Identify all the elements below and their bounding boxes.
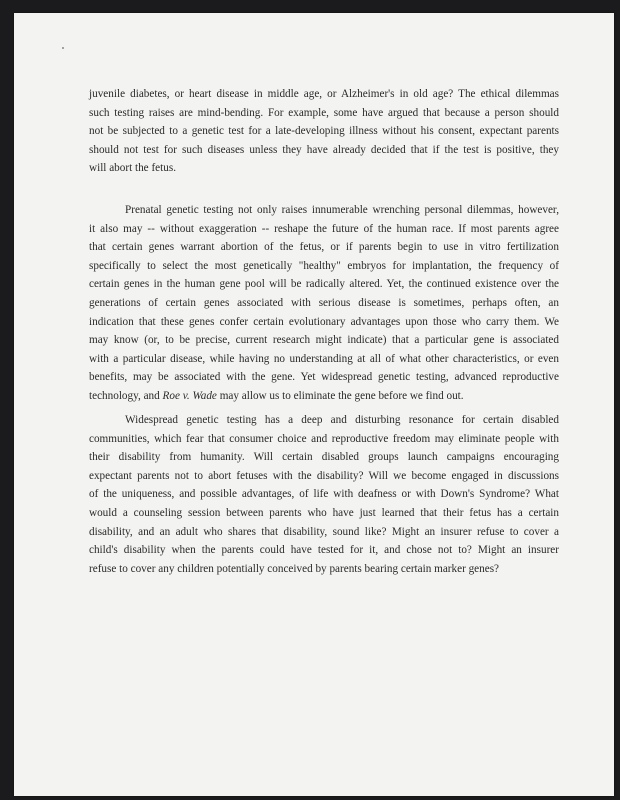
text-line: refuse to cover any children potentially conceived by parents bearing certain marker genes? [89,562,500,575]
text-line: not be subjected to a genetic test for a late-developing illness without his consent, expectant parents [89,125,559,138]
text-line: of the uniqueness, and possible advantages, of life with deafness or with Down's Syndrome? What [89,488,559,501]
text-line: may know (or, to be precise, current research might indicate) that a particular gene is associated [89,334,559,347]
text-line: child's disability when the parents could have tested for it, and chose not to? Might an insurer [89,544,559,557]
text-line: that certain genes warrant abortion of the fetus, or if parents begin to use in vitro fertilization [89,241,559,254]
text-line: benefits, may be associated with the gene. Yet widespread genetic testing, advanced reproductive [89,371,559,384]
text-line: their disability from humanity. Will certain disabled groups launch campaigns encouraging [89,451,559,464]
text-line: with a particular disease, while having no understanding at all of what other characteristics, or even [89,352,559,365]
text-line: specifically to select the most genetically "healthy" embryos for implantation, the frequency of [89,259,559,272]
text-line: generations of certain genes associated with serious disease is sometimes, perhaps often, an [89,296,559,309]
document-page [14,13,614,796]
text-line: Prenatal genetic testing not only raises innumerable wrenching personal dilemmas, however, [125,204,559,216]
text-line: it also may -- without exaggeration -- reshape the future of the human race. If most parents agree [89,222,559,235]
text-line: such testing raises are mind-bending. For example, some have argued that because a person should [89,106,559,119]
text-line: Widespread genetic testing has a deep and disturbing resonance for certain disabled [125,414,559,426]
text-line: expectant parents not to abort fetuses with the disability? Will we become engaged in discussions [89,469,559,482]
text-line: disability, and an adult who shares that disability, sound like? Might an insurer refuse to cover a [89,525,559,538]
text-run: technology, and [89,389,163,402]
text-line: juvenile diabetes, or heart disease in middle age, or Alzheimer's in old age? The ethical dilemmas [89,88,559,100]
paragraph-3 [89,411,559,578]
text-line: communities, which fear that consumer choice and reproductive freedom may eliminate people with [89,432,559,445]
text-line: will abort the fetus. [89,162,176,175]
paragraph-2 [89,201,559,406]
text-line: indication that these genes confer certain evolutionary advantages upon those who carry them. We [89,315,559,328]
text-run: may allow us to eliminate the gene before we find out. [216,389,464,402]
text-line: should not test for such diseases unless they have already decided that if the test is positive, they [89,143,559,156]
text-line: certain genes in the human gene pool will be radically altered. Yet, the continued existence over the [89,278,559,291]
paragraph-1 [89,85,559,178]
text-line: would a counseling session between parents who have just learned that their fetus has a certain [89,506,559,519]
text-line [89,387,559,406]
paper-speck [62,47,64,49]
case-citation: Roe v. Wade [162,389,217,402]
